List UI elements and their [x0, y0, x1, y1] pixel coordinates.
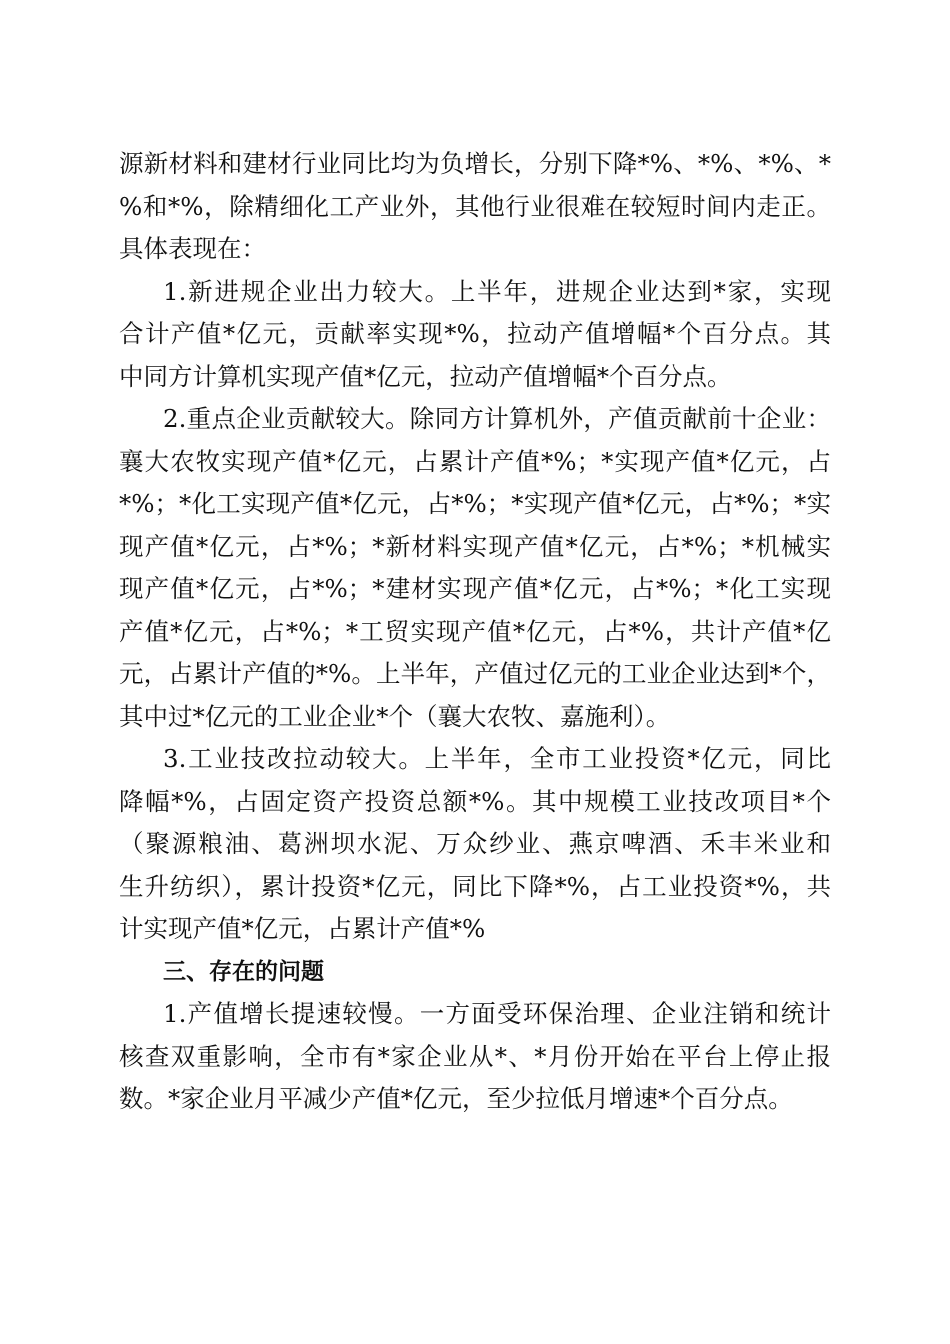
text-line: 核查双重影响，全市有*家企业从*、*月份开始在平台上停止报 — [119, 1041, 831, 1071]
paragraph-tech-upgrade — [119, 738, 831, 951]
text-line: 源新材料和建材行业同比均为负增长，分别下降*%、*%、*%、* — [119, 149, 831, 178]
text-line: 现产值*亿元，占*%；*新材料实现产值*亿元，占*%；*机械实 — [119, 531, 831, 561]
document-body — [119, 143, 831, 1121]
text-line: 计实现产值*亿元，占累计产值*% — [119, 914, 486, 943]
text-line: （聚源粮油、葛洲坝水泥、万众纱业、燕京啤酒、禾丰米业和 — [119, 829, 831, 858]
text-line: 3.工业技改拉动较大。上半年，全市工业投资*亿元，同比 — [163, 744, 831, 773]
text-line: 2.重点企业贡献较大。除同方计算机外，产值贡献前十企业： — [163, 404, 831, 433]
text-line: %和*%，除精细化工产业外，其他行业很难在较短时间内走正。 — [119, 191, 831, 221]
text-line: 元，占累计产值的*%。上半年，产值过亿元的工业企业达到*个， — [119, 659, 831, 688]
text-line: 襄大农牧实现产值*亿元，占累计产值*%；*实现产值*亿元，占 — [119, 446, 831, 476]
section-heading: 三、存在的问题 — [163, 958, 324, 985]
text-line: 1.产值增长提速较慢。一方面受环保治理、企业注销和统计 — [163, 999, 831, 1028]
text-line: 降幅*%，占固定资产投资总额*%。其中规模工业技改项目*个 — [119, 786, 831, 816]
text-line: *%；*化工实现产值*亿元，占*%；*实现产值*亿元，占*%；*实 — [119, 489, 831, 518]
text-line: 现产值*亿元，占*%；*建材实现产值*亿元，占*%；*化工实现 — [119, 574, 831, 603]
text-line: 中同方计算机实现产值*亿元，拉动产值增幅*个百分点。 — [119, 361, 732, 391]
text-line: 其中过*亿元的工业企业*个（襄大农牧、嘉施利）。 — [119, 701, 671, 731]
text-line: 1.新进规企业出力较大。上半年，进规企业达到*家，实现 — [163, 276, 831, 306]
paragraph-new-enterprises — [119, 271, 831, 399]
paragraph-key-enterprises — [119, 398, 831, 738]
paragraph-output-growth — [119, 993, 831, 1121]
text-line: 数。*家企业月平减少产值*亿元，至少拉低月增速*个百分点。 — [119, 1084, 793, 1113]
text-line: 生升纺织），累计投资*亿元，同比下降*%，占工业投资*%，共 — [119, 871, 831, 901]
text-line: 产值*亿元，占*%；*工贸实现产值*亿元，占*%，共计产值*亿 — [119, 616, 831, 646]
text-line: 具体表现在： — [119, 234, 266, 263]
text-line: 合计产值*亿元，贡献率实现*%，拉动产值增幅*个百分点。其 — [119, 319, 831, 348]
paragraph-industry-decline — [119, 143, 831, 271]
